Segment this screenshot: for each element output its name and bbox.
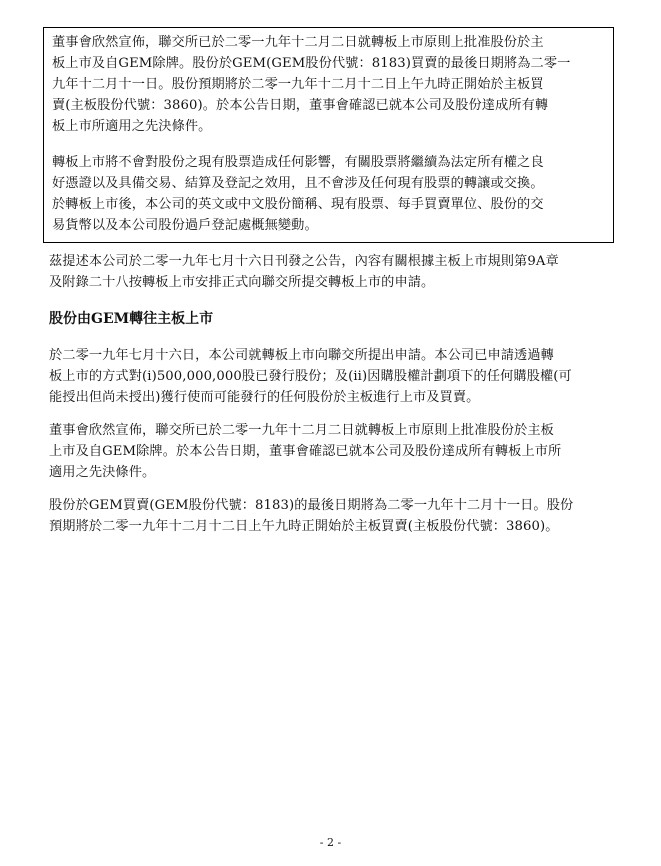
text-line: 轉板上市將不會對股份之現有股票造成任何影響，有關股票將繼續為法定所有權之良 [52, 155, 544, 170]
section-heading: 股份由GEM轉往主板上市 [49, 311, 214, 327]
text-line: 股份於GEM買賣(GEM股份代號：8183)的最後日期將為二零一九年十二月十一日。股份 [49, 498, 574, 513]
trading-dates-paragraph [49, 495, 621, 537]
summary-paragraph-approval [52, 32, 607, 137]
text-line: 易貨幣以及本公司股份過戶登記處概無變動。 [52, 218, 318, 233]
page-number: - 2 - [319, 836, 342, 849]
text-line: 適用之先決條件。 [49, 465, 156, 480]
approval-paragraph [49, 420, 621, 483]
text-line: 董事會欣然宣佈，聯交所已於二零一九年十二月二日就轉板上市原則上批准股份於主板 [49, 423, 554, 438]
text-line: 茲提述本公司於二零一九年七月十六日刊發之公告，內容有關根據主板上市規則第9A章 [49, 254, 559, 269]
text-line: 板上市的方式對(i)500,000,000股已發行股份；及(ii)因購股權計劃項下的任何購股權(可 [49, 369, 572, 384]
text-line: 於轉板上市後，本公司的英文或中文股份簡稱、現有股票、每手買賣單位、股份的交 [52, 197, 544, 212]
text-line: 能授出但尚未授出)獲行使而可能發行的任何股份於主板進行上市及買賣。 [49, 390, 480, 405]
text-line: 董事會欣然宣佈，聯交所已於二零一九年十二月二日就轉板上市原則上批准股份於主 [52, 35, 544, 50]
text-line: 板上市所適用之先決條件。 [52, 119, 212, 134]
text-line: 上市及自GEM除牌。於本公告日期，董事會確認已就本公司及股份達成所有轉板上市所 [49, 444, 562, 459]
application-paragraph [49, 345, 621, 408]
text-line: 賣(主板股份代號：3860)。於本公告日期，董事會確認已就本公司及股份達成所有轉 [52, 98, 549, 113]
text-line: 於二零一九年七月十六日，本公司就轉板上市向聯交所提出申請。本公司已申請透過轉 [49, 348, 554, 363]
text-line: 及附錄二十八按轉板上市安排正式向聯交所提交轉板上市的申請。 [49, 275, 435, 290]
text-line: 九年十二月十一日。股份預期將於二零一九年十二月十二日上午九時正開始於主板買 [52, 77, 544, 92]
intro-paragraph [49, 251, 621, 293]
text-line: 好憑證以及具備交易、結算及登記之效用，且不會涉及任何現有股票的轉讓或交換。 [52, 176, 544, 191]
text-line: 預期將於二零一九年十二月十二日上午九時正開始於主板買賣(主板股份代號：3860)。 [49, 519, 559, 534]
summary-box [43, 27, 614, 243]
text-line: 板上市及自GEM除牌。股份於GEM(GEM股份代號：8183)買賣的最後日期將為二零一 [52, 56, 571, 71]
summary-paragraph-certificates [52, 152, 607, 236]
